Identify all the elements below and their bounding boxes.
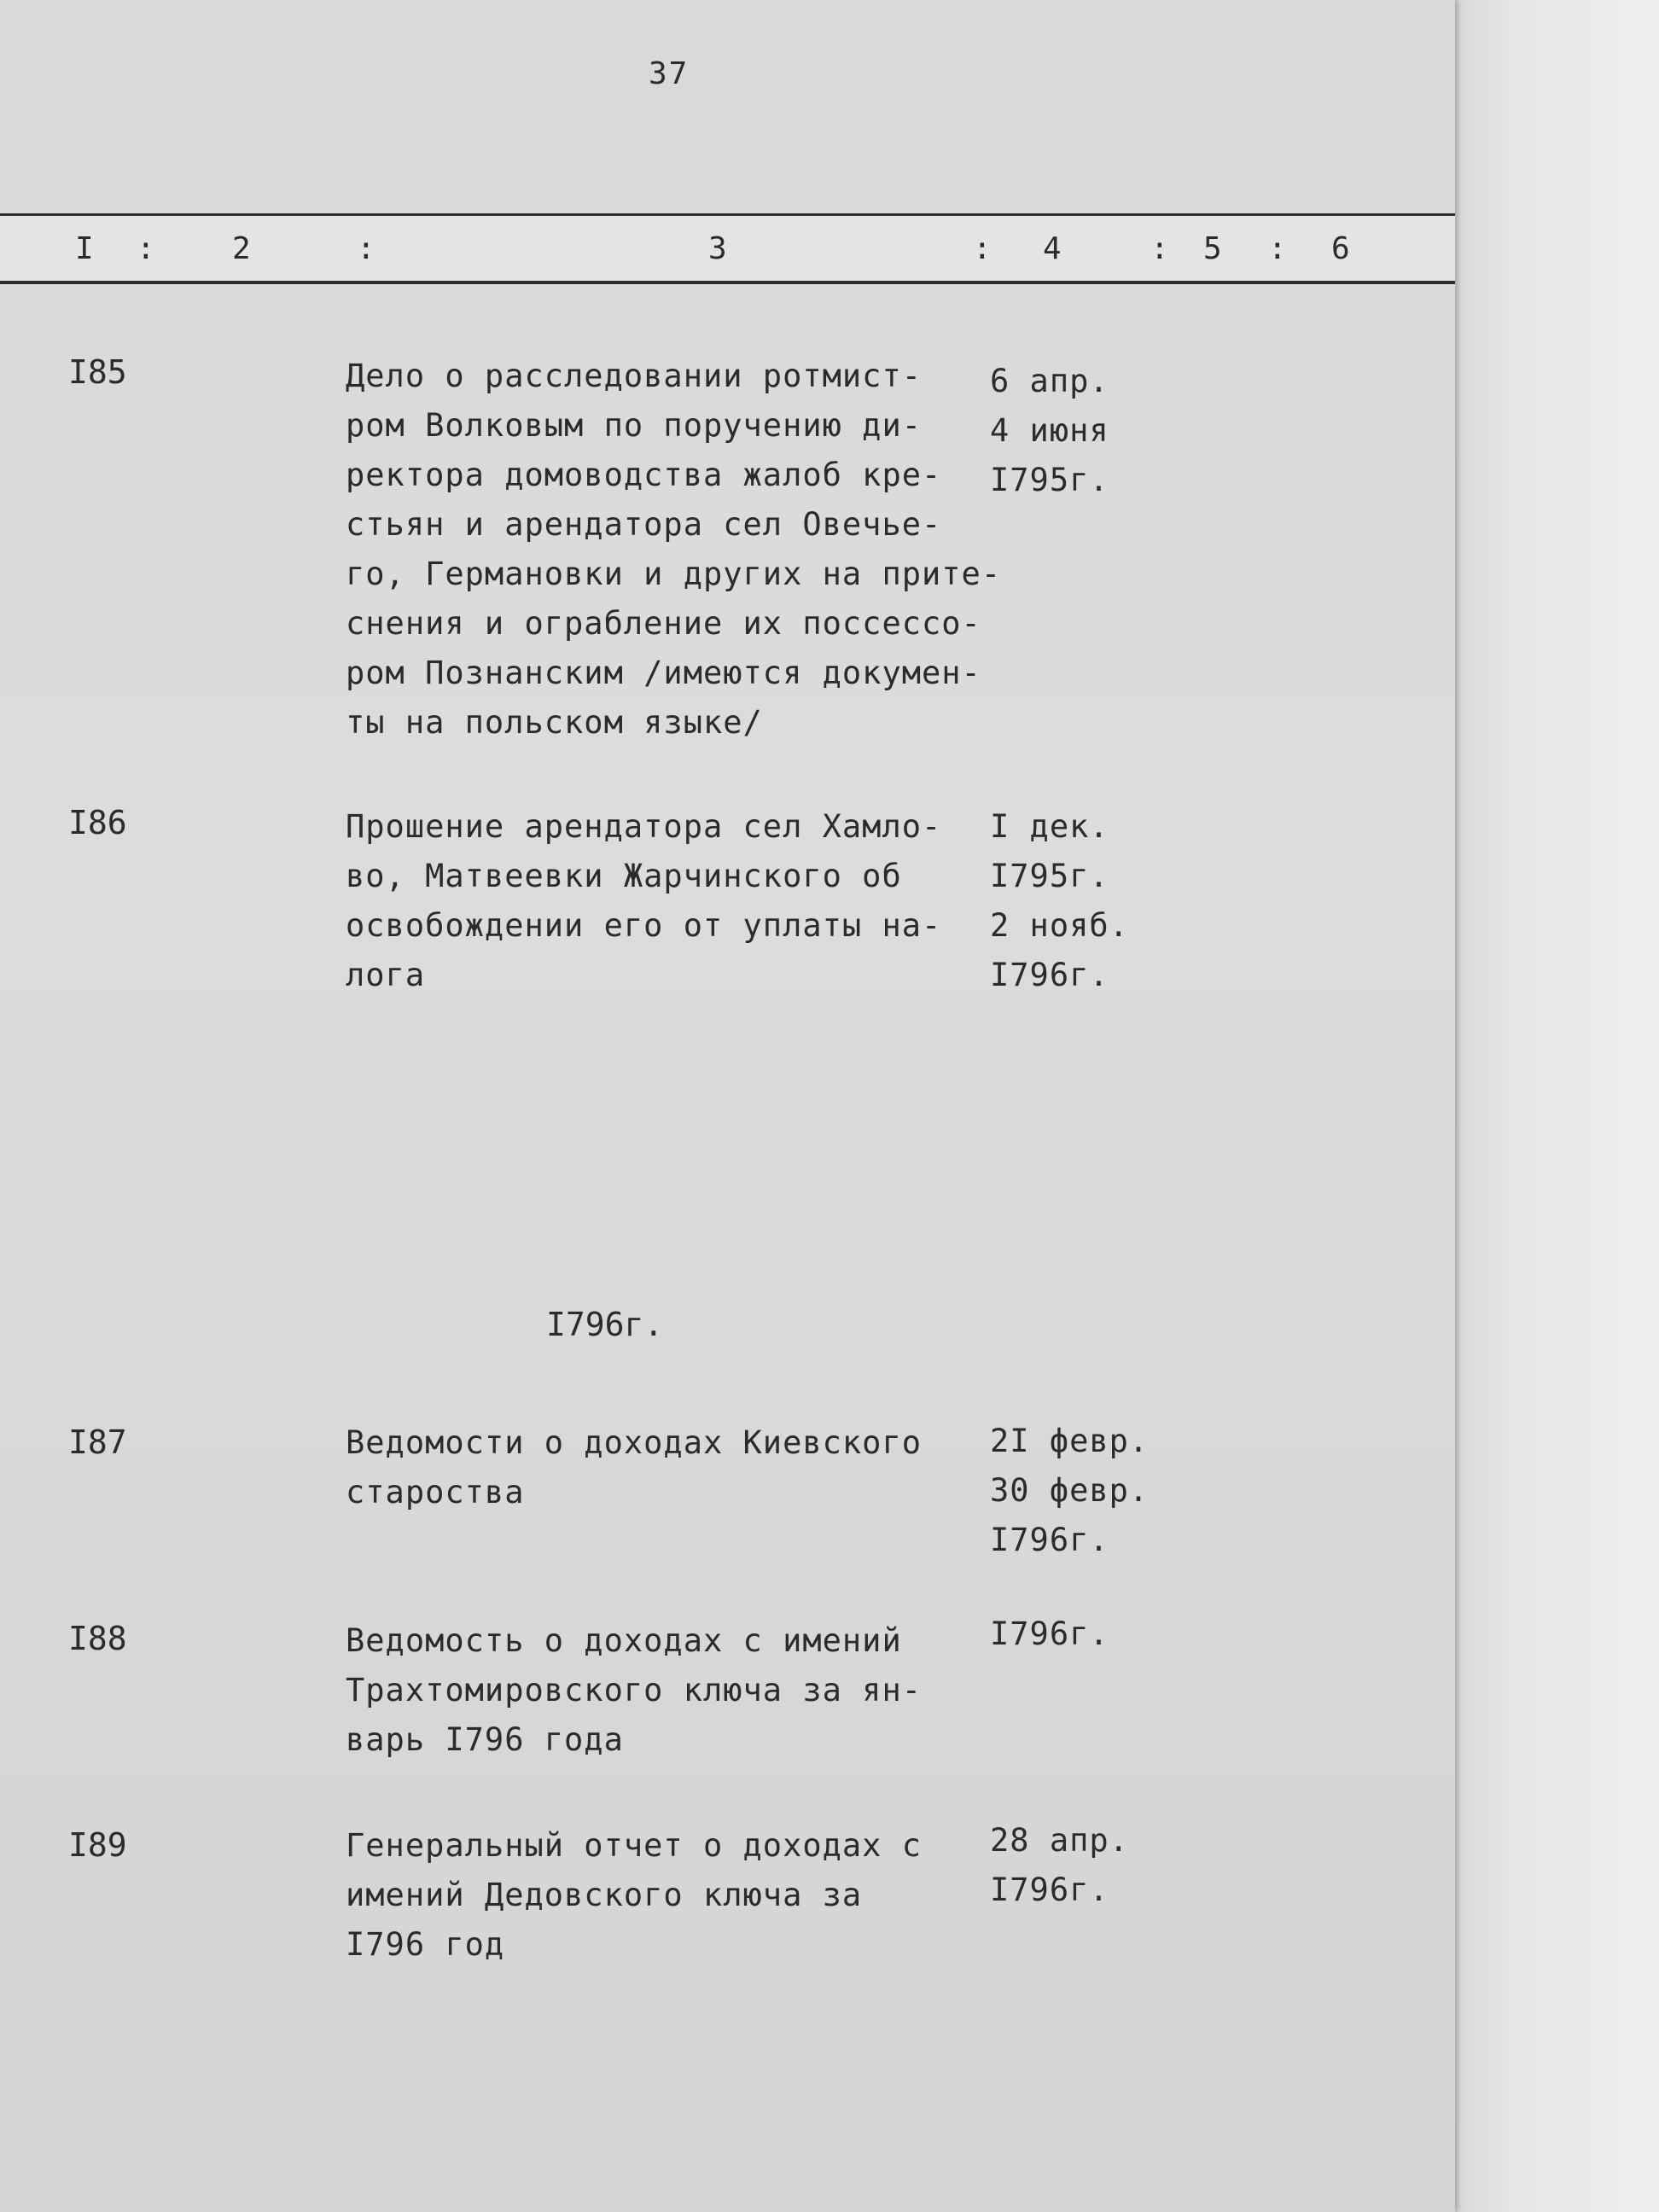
page-number: 37: [649, 56, 690, 91]
entry-number: I86: [68, 804, 127, 841]
entry-number: I88: [68, 1620, 127, 1657]
column-separator: :: [1150, 231, 1169, 266]
entry-description: Прошение арендатора сел Хамло- во, Матвеевки Жарчинского об освобождении его от уплаты на- лога: [346, 808, 942, 993]
entry-dates: 28 апр. I796г.: [990, 1822, 1129, 1908]
entry-description: Дело о расследовании ротмист- ром Волковым по поручению ди- ректора домоводства жалоб кре- стьян и арендатора сел Овечье- го, Германовки и других на прите- снения и ограбление их поссессо- ром Познанским /имеются докумен- ты на польском языке/: [346, 358, 1002, 741]
entry-dates: 6 апр. 4 июня I795г.: [990, 363, 1109, 498]
entry-number: I89: [68, 1826, 127, 1864]
column-separator: :: [1268, 231, 1287, 266]
column-separator: :: [357, 231, 375, 266]
column-header-4: 4: [1043, 231, 1062, 266]
column-separator: :: [973, 231, 992, 266]
entry-description: Генеральный отчет о доходах с имений Дедовского ключа за I796 год: [346, 1827, 923, 1963]
column-header-3: 3: [708, 231, 727, 266]
column-header-6: 6: [1331, 231, 1350, 266]
entry-number: I85: [68, 353, 127, 391]
entry-description: Ведомости о доходах Киевского староства: [346, 1424, 923, 1511]
entry-dates: 2I февр. 30 февр. I796г.: [990, 1423, 1150, 1558]
entry-description: Ведомость о доходах с имений Трахтомировского ключа за ян- варь I796 года: [346, 1622, 923, 1758]
entry-dates: I796г.: [990, 1615, 1109, 1652]
column-header-2: 2: [232, 231, 251, 266]
column-header-1: I: [75, 231, 94, 266]
entry-number: I87: [68, 1423, 127, 1461]
section-year-heading: I796г.: [546, 1306, 664, 1343]
background-table: [1451, 0, 1659, 2212]
column-header-5: 5: [1203, 231, 1222, 266]
entry-dates: I дек. I795г. 2 нояб. I796г.: [990, 808, 1129, 993]
column-separator: :: [137, 231, 155, 266]
column-header-strip: [0, 213, 1455, 284]
